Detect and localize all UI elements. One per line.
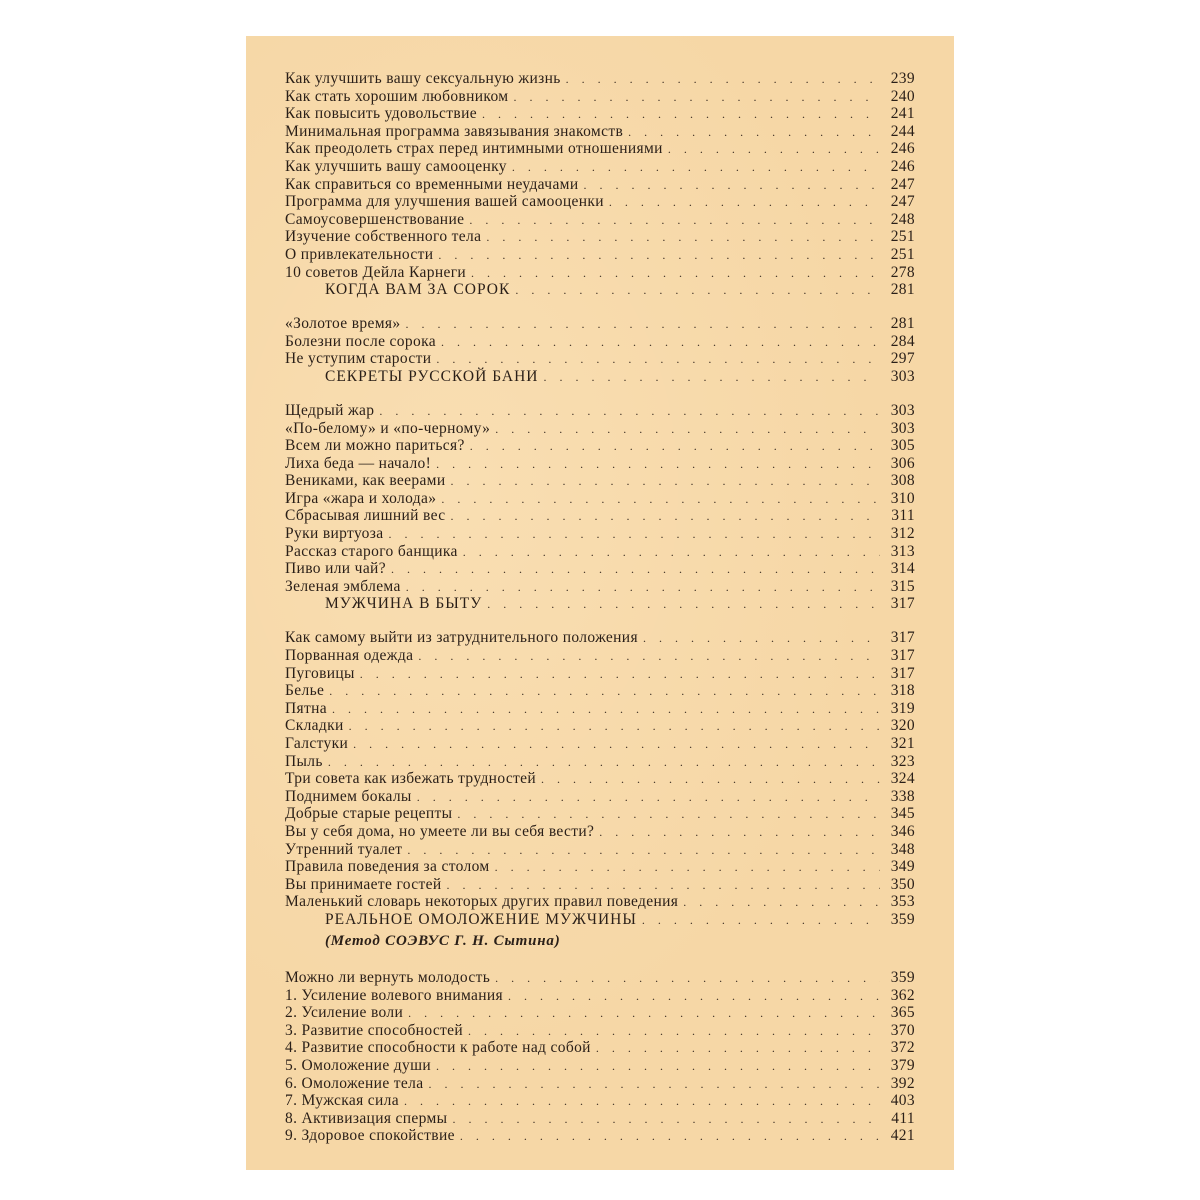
page-number: 338: [890, 787, 915, 805]
entry-title: Руки виртуоза: [285, 525, 384, 543]
dot-leader: [513, 89, 880, 107]
toc-entry: [285, 1075, 915, 1093]
toc-entry: [285, 88, 915, 106]
dot-leader: [683, 894, 880, 912]
dot-leader: [495, 421, 880, 439]
dot-leader: [469, 212, 880, 230]
entry-title: 2. Усиление воли: [285, 1004, 404, 1022]
section-heading: [285, 281, 915, 301]
toc-entry: [285, 123, 915, 141]
page-number: 303: [890, 401, 915, 419]
dot-leader: [379, 403, 880, 421]
entry-title: Вениками, как веерами: [285, 472, 446, 490]
dot-leader: [436, 351, 880, 369]
page-number: 303: [890, 367, 915, 385]
page-number: 317: [890, 664, 915, 682]
toc-entry: [285, 1092, 915, 1110]
toc-entry: [285, 858, 915, 876]
toc-entry: [285, 228, 915, 246]
dot-leader: [512, 159, 880, 177]
toc-entry: [285, 823, 915, 841]
entry-title: 1. Усиление волевого внимания: [285, 986, 504, 1004]
dot-leader: [360, 666, 880, 684]
page-number: 308: [890, 472, 915, 490]
toc-entry: [285, 578, 915, 596]
page-number: 278: [890, 263, 915, 281]
entry-title: 9. Здоровое спокойствие: [285, 1127, 455, 1145]
entry-title: Утренний туалет: [285, 840, 403, 858]
entry-title: Не уступим старости: [285, 350, 432, 368]
dot-leader: [349, 718, 880, 736]
toc-entry: [285, 717, 915, 735]
entry-title: Пиво или чай?: [285, 560, 386, 578]
dot-leader: [328, 754, 880, 772]
page-number: 251: [890, 228, 915, 246]
page-number: 303: [890, 419, 915, 437]
dot-leader: [452, 1111, 880, 1129]
section-title: СЕКРЕТЫ РУССКОЙ БАНИ: [325, 367, 539, 385]
entry-title: Минимальная программа завязывания знакомств: [285, 122, 624, 140]
dot-leader: [460, 1128, 880, 1146]
dot-leader: [471, 265, 880, 283]
entry-title: «Золотое время»: [285, 315, 401, 333]
entry-title: 4. Развитие способности к работе над собой: [285, 1039, 591, 1057]
page-number: 370: [890, 1021, 915, 1039]
page-number: 411: [891, 1109, 915, 1127]
dot-leader: [329, 683, 880, 701]
toc-entry: [285, 700, 915, 718]
entry-title: Галстуки: [285, 735, 349, 752]
page-number: 247: [890, 193, 915, 211]
dot-leader: [353, 736, 880, 754]
toc-entry: [285, 350, 915, 368]
toc-entry: [285, 140, 915, 158]
toc-entry: [285, 1004, 915, 1022]
entry-title: Зеленая эмблема: [285, 577, 401, 595]
section-title: КОГДА ВАМ ЗА СОРОК: [325, 281, 511, 299]
entry-title: Можно ли вернуть молодость: [285, 968, 491, 986]
dot-leader: [441, 491, 880, 509]
dot-leader: [487, 596, 880, 614]
dot-leader: [468, 1023, 880, 1041]
dot-leader: [451, 473, 881, 491]
toc-entry: [285, 315, 915, 333]
toc-entry: [285, 893, 915, 911]
section-heading: [285, 595, 915, 615]
toc-entry: [285, 1110, 915, 1128]
toc-entry: [285, 805, 915, 823]
entry-title: Как справиться со временными неудачами: [285, 175, 579, 193]
page-number: 392: [890, 1074, 915, 1092]
page-number: 359: [890, 910, 915, 928]
entry-title: Порванная одежда: [285, 647, 414, 665]
entry-title: Всем ли можно париться?: [285, 437, 465, 455]
page-number: 248: [890, 210, 915, 228]
toc-entry: [285, 264, 915, 282]
page-number: 353: [890, 893, 915, 911]
entry-title: Белье: [285, 682, 325, 700]
page-number: 323: [890, 752, 915, 770]
entry-title: «По-белому» и «по-черному»: [285, 419, 491, 437]
page-number: 349: [890, 858, 915, 876]
dot-leader: [332, 701, 880, 719]
dot-leader: [486, 229, 880, 247]
dot-leader: [436, 456, 880, 474]
dot-leader: [446, 877, 880, 895]
toc-entry: [285, 788, 915, 806]
toc-entry: [285, 543, 915, 561]
dot-leader: [407, 842, 880, 860]
dot-leader: [436, 1058, 880, 1076]
entry-title: Игра «жара и холода»: [285, 489, 437, 507]
toc-entry: [285, 193, 915, 211]
toc-entry: [285, 560, 915, 578]
section-subtitle: (Метод СОЭВУС Г. Н. Сытина): [325, 932, 561, 949]
entry-title: Лиха беда — начало!: [285, 454, 432, 472]
dot-leader: [643, 630, 880, 648]
dot-leader: [668, 141, 880, 159]
page-number: 251: [890, 245, 915, 263]
table-of-contents: [285, 70, 915, 1145]
page-number: 319: [890, 699, 915, 717]
page-number: 239: [890, 70, 915, 87]
toc-entry: [285, 735, 915, 753]
section-title: РЕАЛЬНОЕ ОМОЛОЖЕНИЕ МУЖЧИНЫ: [325, 910, 637, 928]
page-number: 241: [890, 105, 915, 123]
entry-title: 7. Мужская сила: [285, 1092, 399, 1110]
entry-title: Пятна: [285, 699, 328, 717]
page-number: 345: [890, 805, 915, 823]
dot-leader: [543, 369, 880, 387]
dot-leader: [495, 970, 880, 988]
page-number: 305: [890, 437, 915, 455]
section-heading: [285, 368, 915, 388]
entry-title: Как стать хорошим любовником: [285, 87, 509, 105]
toc-entry: [285, 176, 915, 194]
entry-title: Самоусовершенствование: [285, 210, 465, 228]
dot-leader: [596, 1040, 880, 1058]
entry-title: Как преодолеть страх перед интимными отношениями: [285, 140, 663, 158]
page-number: 313: [890, 542, 915, 560]
entry-title: Рассказ старого банщика: [285, 542, 458, 560]
section-heading: [285, 911, 915, 931]
toc-entry: [285, 70, 915, 88]
toc-entry: [285, 770, 915, 788]
page-number: 315: [890, 577, 915, 595]
entry-title: Три совета как избежать трудностей: [285, 770, 537, 788]
dot-leader: [495, 859, 880, 877]
entry-title: Добрые старые рецепты: [285, 805, 453, 823]
dot-leader: [457, 806, 880, 824]
dot-leader: [404, 1093, 880, 1111]
dot-leader: [406, 316, 881, 334]
entry-title: 5. Омоложение души: [285, 1056, 432, 1074]
toc-entry: [285, 841, 915, 859]
dot-leader: [417, 789, 880, 807]
page-number: 317: [890, 647, 915, 665]
toc-entry: [285, 1039, 915, 1057]
dot-leader: [508, 988, 880, 1006]
dot-leader: [418, 648, 880, 666]
page-number: 311: [891, 507, 915, 525]
page-number: 317: [890, 629, 915, 647]
entry-title: Складки: [285, 717, 344, 735]
dot-leader: [450, 508, 880, 526]
toc-entry: [285, 105, 915, 123]
toc-entry: [285, 507, 915, 525]
toc-entry: [285, 437, 915, 455]
dot-leader: [482, 106, 880, 124]
entry-title: Правила поведения за столом: [285, 858, 490, 876]
page-number: 320: [890, 717, 915, 735]
entry-title: 6. Омоложение тела: [285, 1074, 424, 1092]
toc-entry: [285, 472, 915, 490]
page-number: 246: [890, 140, 915, 158]
page-number: 359: [890, 968, 915, 986]
entry-title: Поднимем бокалы: [285, 787, 412, 805]
page-number: 306: [890, 454, 915, 472]
dot-leader: [391, 561, 880, 579]
entry-title: Пуговицы: [285, 664, 355, 682]
entry-title: Изучение собственного тела: [285, 228, 482, 246]
toc-entry: [285, 246, 915, 264]
toc-entry: [285, 211, 915, 229]
dot-leader: [463, 544, 880, 562]
entry-title: Программа для улучшения вашей самооценки: [285, 193, 604, 211]
entry-title: Как улучшить вашу сексуальную жизнь: [285, 70, 561, 87]
entry-title: Щедрый жар: [285, 401, 375, 419]
page-number: 281: [890, 315, 915, 333]
dot-leader: [566, 71, 880, 89]
toc-entry: [285, 158, 915, 176]
toc-entry: [285, 987, 915, 1005]
toc-entry: [285, 682, 915, 700]
page-number: 346: [890, 822, 915, 840]
dot-leader: [583, 177, 880, 195]
toc-entry: [285, 1022, 915, 1040]
dot-leader: [541, 771, 880, 789]
dot-leader: [515, 282, 880, 300]
page-number: 324: [890, 770, 915, 788]
page-number: 247: [890, 175, 915, 193]
toc-entry: [285, 753, 915, 771]
toc-entry: [285, 969, 915, 987]
page-number: 365: [890, 1004, 915, 1022]
dot-leader: [470, 438, 880, 456]
page-number: 314: [890, 560, 915, 578]
dot-leader: [388, 526, 880, 544]
entry-title: 8. Активизация спермы: [285, 1109, 448, 1127]
entry-title: Как самому выйти из затруднительного положения: [285, 629, 638, 647]
page-number: 362: [890, 986, 915, 1004]
page-number: 350: [890, 875, 915, 893]
entry-title: 3. Развитие способностей: [285, 1021, 464, 1039]
dot-leader: [609, 194, 880, 212]
page-number: 317: [890, 595, 915, 613]
entry-title: Как улучшить вашу самооценку: [285, 157, 507, 175]
entry-title: Сбрасывая лишний вес: [285, 507, 446, 525]
page-number: 372: [890, 1039, 915, 1057]
page-number: 240: [890, 87, 915, 105]
toc-entry: [285, 333, 915, 351]
entry-title: Пыль: [285, 752, 323, 770]
toc-entry: [285, 1057, 915, 1075]
page-number: 244: [890, 122, 915, 140]
toc-entry: [285, 402, 915, 420]
toc-entry: [285, 629, 915, 647]
toc-entry: [285, 455, 915, 473]
dot-leader: [438, 247, 880, 265]
dot-leader: [642, 912, 880, 930]
entry-title: Вы у себя дома, но умеете ли вы себя вести?: [285, 822, 595, 840]
toc-entry: [285, 490, 915, 508]
toc-entry: [285, 876, 915, 894]
page-number: 403: [890, 1092, 915, 1110]
dot-leader: [441, 334, 880, 352]
dot-leader: [408, 1005, 880, 1023]
page-number: 379: [890, 1056, 915, 1074]
dot-leader: [406, 579, 880, 597]
toc-entry: [285, 525, 915, 543]
page-number: 348: [890, 840, 915, 858]
page-number: 284: [890, 332, 915, 350]
toc-entry: [285, 1127, 915, 1145]
toc-entry: [285, 647, 915, 665]
page-number: 246: [890, 157, 915, 175]
section-title: МУЖЧИНА В БЫТУ: [325, 595, 483, 613]
entry-title: О привлекательности: [285, 245, 434, 263]
entry-title: Болезни после сорока: [285, 332, 436, 350]
page-number: 310: [890, 489, 915, 507]
dot-leader: [599, 824, 880, 842]
page-number: 321: [890, 735, 915, 752]
entry-title: Маленький словарь некоторых других правил поведения: [285, 893, 679, 911]
toc-entry: [285, 420, 915, 438]
page-number: 318: [890, 682, 915, 700]
page-number: 421: [890, 1127, 915, 1145]
toc-entry: [285, 665, 915, 683]
entry-title: Как повысить удовольствие: [285, 105, 477, 123]
entry-title: Вы принимаете гостей: [285, 875, 442, 893]
entry-title: 10 советов Дейла Карнеги: [285, 263, 467, 281]
page-number: 297: [890, 350, 915, 368]
page-number: 312: [890, 525, 915, 543]
dot-leader: [628, 124, 880, 142]
dot-leader: [428, 1076, 880, 1094]
page-number: 281: [890, 281, 915, 299]
